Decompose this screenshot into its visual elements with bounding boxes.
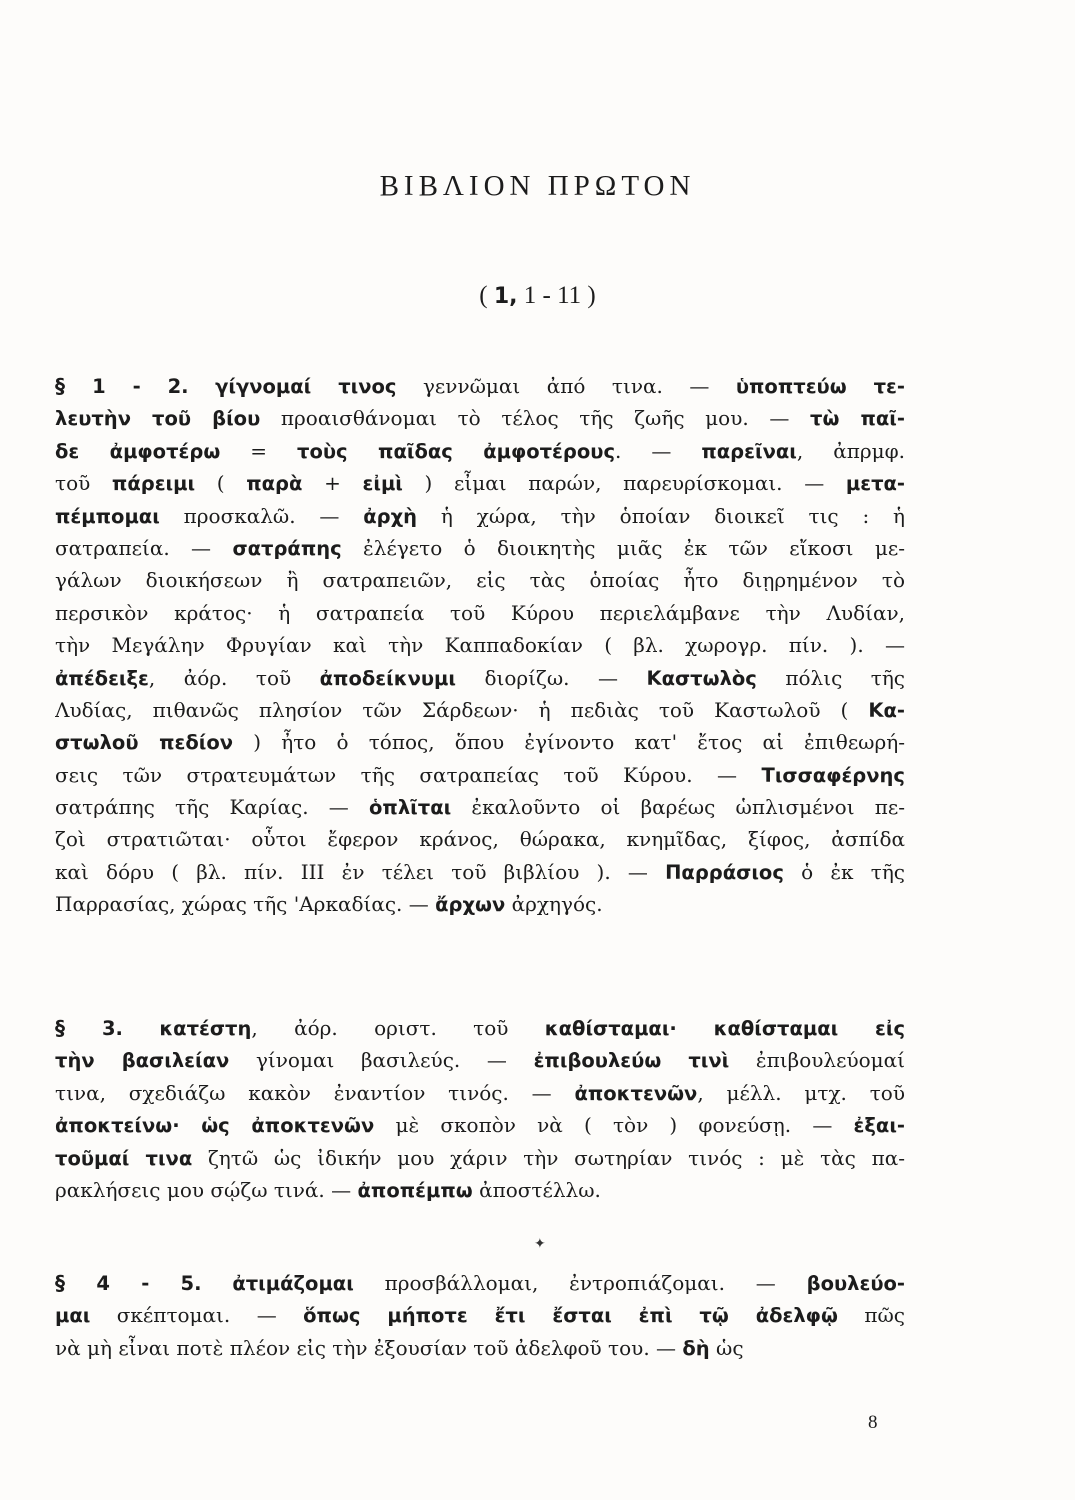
text-segment: ( [195, 471, 247, 496]
text-segment: ἐλέγετο ὁ διοικητὴς μιᾶς ἐκ τῶν εἴκοσι με- [341, 535, 905, 560]
text-line [55, 856, 905, 888]
text-line [55, 435, 905, 467]
text-segment: καὶ δόρυ ( βλ. πίν. ΙΙΙ ἐν τέλει τοῦ βιβλίου ). — [55, 859, 666, 884]
text-line [55, 1332, 905, 1365]
text-segment: περσικὸν κράτος· ἡ σατραπεία τοῦ Κύρου περιελάμβανε τὴν Λυδίαν, [55, 600, 905, 625]
keyword: δὴ [682, 1336, 710, 1360]
text-line [55, 564, 905, 596]
text-line [55, 694, 905, 726]
keyword: 3. [101, 1017, 123, 1040]
text-segment: σατραπεία. — [55, 535, 233, 560]
keyword: ἀτιμάζομαι [232, 1272, 354, 1295]
text-segment: ἀποστέλλω. [472, 1177, 601, 1202]
keyword: παρὰ [246, 472, 303, 496]
text-line [55, 1299, 905, 1331]
text-line [55, 467, 905, 499]
keyword: ἀρχὴ [363, 504, 418, 528]
text-segment: ρακλήσεις μου σῴζω τινά. — [55, 1177, 358, 1202]
text-segment: , ἀόρ. τοῦ [148, 665, 320, 690]
text-line [55, 662, 905, 694]
keyword: ἀποδείκνυμι [319, 666, 456, 690]
text-segment: γάλων διοικήσεων ἢ σατραπειῶν, εἰς τὰς ὁποίας ἦτο διῃρημένον τὸ [55, 568, 905, 593]
keyword: ὁπλῖται [369, 796, 452, 820]
text-segment: προσκαλῶ. — [159, 503, 364, 528]
text-line [55, 1267, 905, 1299]
keyword: λευτὴν τοῦ βίου [55, 407, 261, 431]
section-mark: § [55, 374, 93, 398]
text-segment: ) εἶμαι παρών, παρευρίσκομαι. — [402, 471, 846, 496]
text-segment: πῶς [837, 1303, 905, 1328]
keyword: τὴν βασιλείαν [55, 1049, 230, 1073]
text-line [55, 629, 905, 661]
text-segment: ἀρχηγός. [505, 892, 603, 917]
text-segment: νὰ μὴ εἶναι ποτὲ πλέον εἰς τὴν ἐξουσίαν τοῦ ἀδελφοῦ του. — [55, 1335, 683, 1360]
text-line [55, 597, 905, 629]
range-close: ) [587, 282, 596, 309]
text-line [55, 791, 905, 823]
text-segment: = [220, 438, 298, 463]
text-segment [189, 374, 216, 398]
keyword: Παρράσιος [665, 860, 784, 884]
keyword: ἀποπέμπω [357, 1178, 473, 1202]
text-segment: ζοὶ στρατιῶται· οὗτοι ἔφερον κράνος, θώρακα, κνημῖδας, ξίφος, ἀσπίδα [55, 827, 905, 852]
text-segment: διορίζω. — [455, 665, 647, 690]
text-line [55, 759, 905, 791]
text-line [55, 1044, 905, 1076]
keyword: ὑποπτεύω τε- [735, 375, 905, 398]
text-segment: . — [615, 438, 702, 463]
commentary-paragraph-1-2 [55, 370, 905, 922]
text-segment: πόλις τῆς [756, 665, 905, 690]
page-number: 8 [868, 1412, 878, 1433]
text-line [55, 1012, 905, 1044]
keyword: ἀποκτείνω· ὡς ἀποκτενῶν [55, 1114, 375, 1138]
text-line [55, 1174, 905, 1207]
text-line [55, 726, 905, 758]
text-segment: + [302, 471, 363, 496]
keyword: βουλεύο- [806, 1272, 905, 1295]
text-segment: ἡ χώρα, τὴν ὁποίαν διοικεῖ τις : ἡ [417, 503, 905, 528]
commentary-paragraph-4-5 [55, 1267, 905, 1365]
text-segment: σατράπης τῆς Καρίας. — [55, 795, 370, 820]
keyword: πέμπομαι [55, 504, 160, 528]
keyword: παρεῖναι [701, 439, 797, 463]
keyword: τὼ παῖ- [810, 407, 905, 431]
text-segment: ) ἦτο ὁ τόπος, ὅπου ἐγίνοντο κατ' ἔτος αἱ ἐπιθεωρή- [233, 730, 905, 755]
text-segment: ἐπιβουλεύομαί [729, 1048, 905, 1073]
chapter-range [0, 282, 1075, 310]
keyword: μετα- [845, 472, 905, 496]
section-mark: § [55, 1016, 102, 1040]
keyword: ἀπέδειξε [55, 666, 149, 690]
text-line [55, 532, 905, 564]
text-segment: Παρρασίας, χώρας τῆς 'Αρκαδίας. — [55, 892, 436, 917]
text-segment: τινα, σχεδιάζω κακὸν ἐναντίον τινός. — [55, 1080, 575, 1105]
section-mark: § [55, 1271, 97, 1295]
keyword: ἐπιβουλεύω τινὶ [533, 1049, 730, 1073]
keyword: πάρειμι [111, 472, 196, 496]
text-line [55, 500, 905, 532]
keyword: γίγνομαί τινος [215, 375, 397, 398]
text-segment: γίνομαι βασιλεύς. — [229, 1048, 534, 1073]
keyword: Κα- [868, 698, 905, 722]
text-segment: ὡς [709, 1335, 744, 1360]
keyword: μαι [55, 1304, 91, 1328]
text-segment: γεννῶμαι ἀπό τινα. — [396, 374, 736, 398]
text-segment [123, 1016, 159, 1040]
keyword: δε ἀμφοτέρω [55, 439, 221, 463]
keyword: εἰμὶ [362, 472, 403, 496]
text-segment: ἐκαλοῦντο οἱ βαρέως ὡπλισμένοι πε- [451, 795, 905, 820]
text-line [55, 823, 905, 855]
text-segment: προαισθάνομαι τὸ τέλος τῆς ζωῆς μου. — [260, 406, 811, 431]
keyword: στωλοῦ πεδίον [55, 731, 234, 755]
text-segment: σεις τῶν στρατευμάτων τῆς σατραπείας τοῦ Κύρου. — [55, 762, 762, 787]
text-line [55, 1142, 905, 1174]
text-segment: τοῦ [55, 471, 112, 496]
text-segment: μὲ σκοπὸν νὰ ( τὸν ) φονεύσῃ. — [374, 1113, 854, 1138]
keyword: κατέστη [159, 1017, 252, 1040]
keyword: ἐξαι- [853, 1114, 905, 1138]
text-line [55, 402, 905, 434]
text-segment: ζητῶ ὡς ἰδικήν μου χάριν τὴν σωτηρίαν τινός : μὲ τὰς πα- [192, 1145, 905, 1170]
keyword: Καστωλὸς [646, 666, 757, 690]
keyword: 4 - 5. [96, 1272, 202, 1295]
ornament-icon: ✦ [534, 1236, 546, 1252]
keyword: 1 - 2. [92, 375, 189, 398]
text-line [55, 888, 905, 921]
range-open: ( [479, 282, 494, 309]
page-title: ΒΙΒΛΙΟΝ ΠΡΩΤΟΝ [379, 170, 696, 202]
text-segment: προσβάλλομαι, ἐντροπιάζομαι. — [353, 1271, 807, 1295]
keyword: ἄρχων [435, 893, 506, 917]
text-line [55, 1077, 905, 1109]
keyword: ἀποκτενῶν [574, 1081, 698, 1105]
keyword: τοῦμαί τινα [55, 1146, 193, 1170]
text-segment: τὴν Μεγάλην Φρυγίαν καὶ τὴν Καππαδοκίαν ( βλ. χωρογρ. πίν. ). — [55, 633, 905, 658]
text-segment [202, 1271, 233, 1295]
text-line [55, 1109, 905, 1141]
text-segment: σκέπτομαι. — [90, 1303, 304, 1328]
text-line [55, 370, 905, 402]
range-chapter: 1, [493, 284, 518, 309]
keyword: Τισσαφέρνης [761, 763, 905, 787]
text-segment: , ἀπρμφ. [796, 438, 905, 463]
keyword: καθίσταμαι· καθίσταμαι εἰς [544, 1017, 905, 1040]
text-segment: , μέλλ. μτχ. τοῦ [697, 1080, 905, 1105]
range-verses: 1 - 11 [517, 282, 588, 309]
keyword: τοὺς παῖδας ἀμφοτέρους [297, 439, 615, 463]
keyword: σατράπης [232, 536, 342, 560]
text-segment: ὁ ἐκ τῆς [783, 859, 905, 884]
text-segment: , ἀόρ. οριστ. τοῦ [251, 1016, 545, 1040]
text-segment: Λυδίας, πιθανῶς πλησίον τῶν Σάρδεων· ἡ πεδιὰς τοῦ Καστωλοῦ ( [55, 697, 869, 722]
keyword: ὅπως μήποτε ἔτι ἔσται ἐπὶ τῷ ἀδελφῷ [303, 1304, 838, 1328]
commentary-paragraph-3 [55, 1012, 905, 1207]
